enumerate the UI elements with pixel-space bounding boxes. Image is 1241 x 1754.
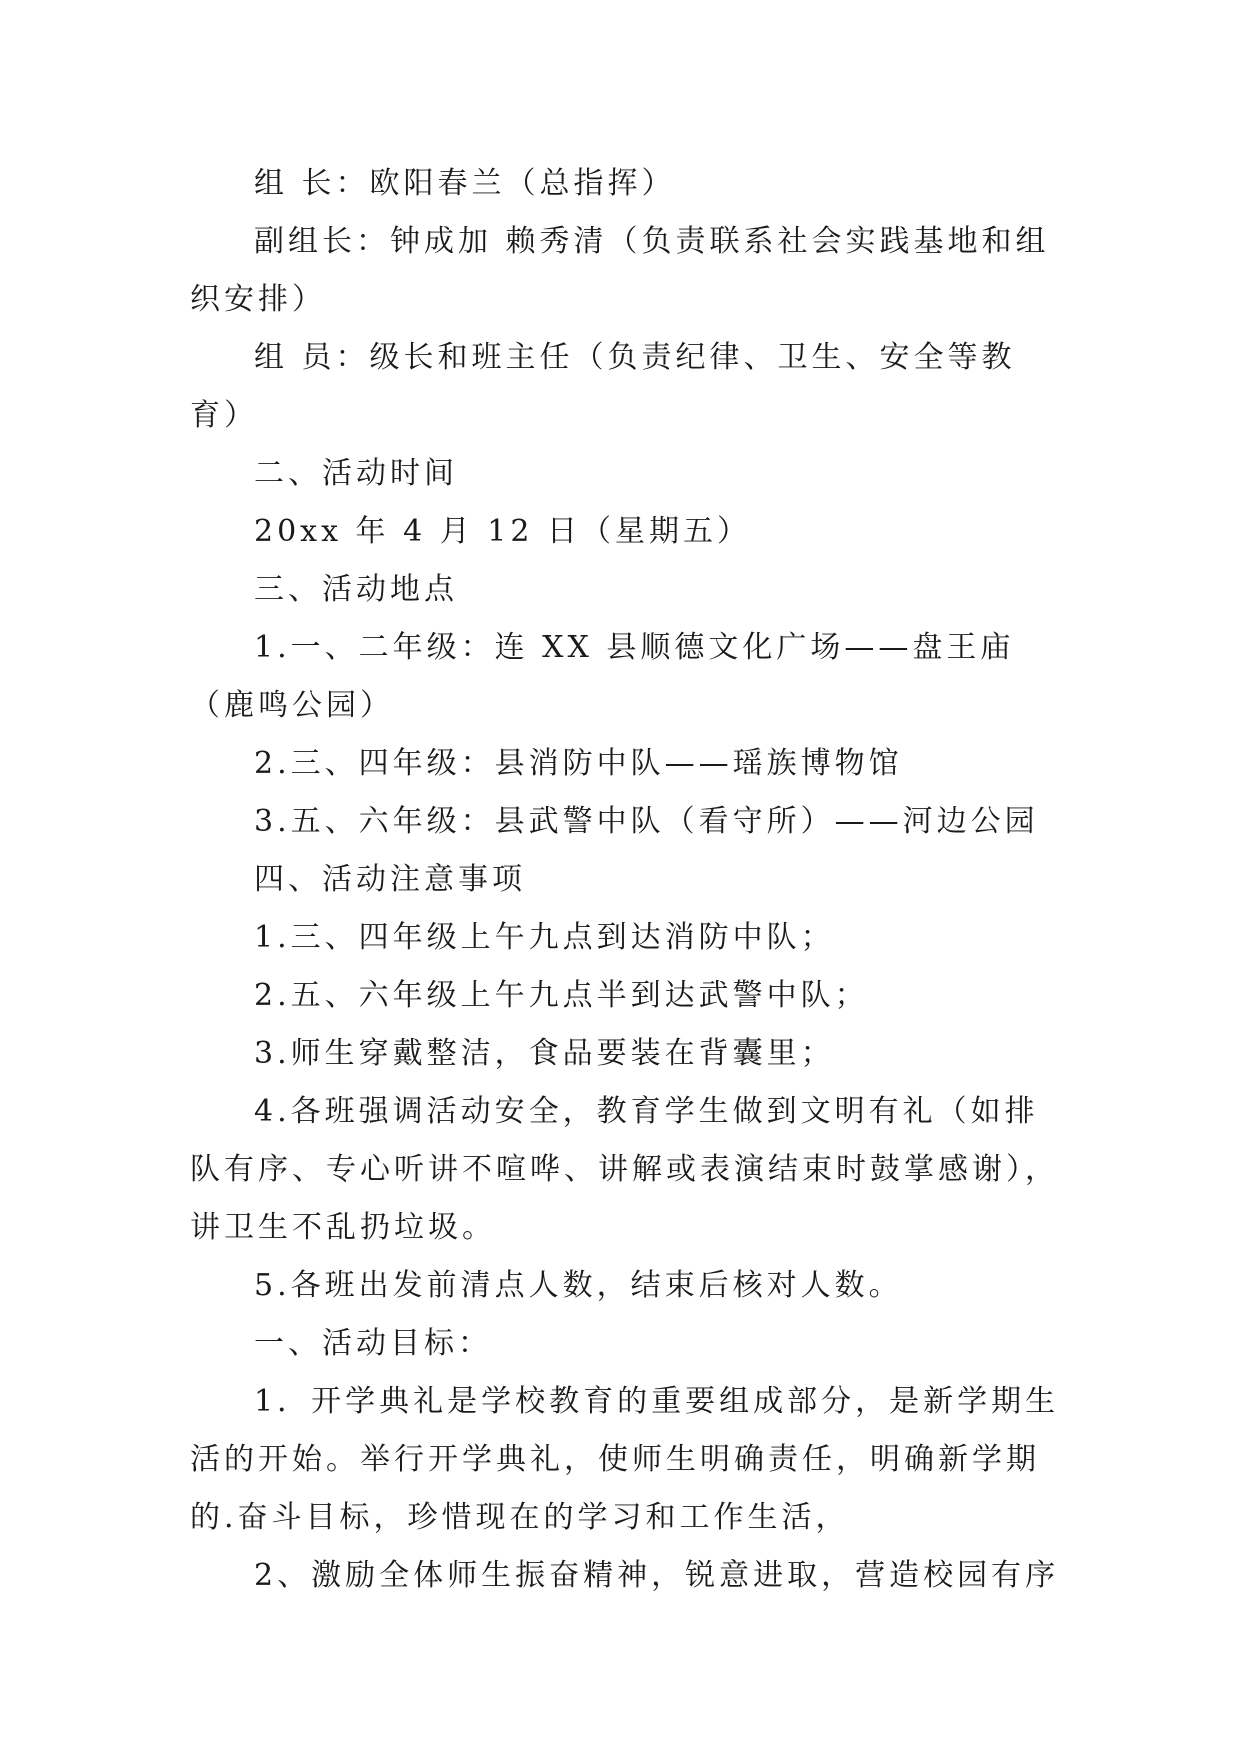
- list-item-location-2: 2.三、四年级：县消防中队——瑶族博物馆: [254, 746, 903, 781]
- list-item-location-1: 1.一、二年级：连 XX 县顺德文化广场——盘王庙（鹿鸣公园）: [190, 630, 1015, 723]
- paragraph-activity-date: 20xx 年 4 月 12 日（星期五）: [254, 514, 751, 549]
- list-item-note-4: 4.各班强调活动安全，教育学生做到文明有礼（如排队有序、专心听讲不喧哗、讲解或表演结束时鼓掌感谢），讲卫生不乱扔垃圾。: [190, 1094, 1059, 1245]
- list-item-note-5: 5.各班出发前清点人数，结束后核对人数。: [254, 1268, 903, 1303]
- list-item-note-2: 2.五、六年级上午九点半到达武警中队；: [254, 978, 869, 1013]
- section-heading-activity-location: 三、活动地点: [254, 572, 458, 607]
- list-item-goal-2: 2、激励全体师生振奋精神，锐意进取，营造校园有序: [254, 1558, 1060, 1593]
- section-heading-notes: 四、活动注意事项: [254, 862, 526, 897]
- list-item-goal-1: 1．开学典礼是学校教育的重要组成部分，是新学期生活的开始。举行开学典礼，使师生明确责任，明确新学期的.奋斗目标，珍惜现在的学习和工作生活，: [190, 1384, 1060, 1535]
- list-item-note-1: 1.三、四年级上午九点到达消防中队；: [254, 920, 835, 955]
- paragraph-group-leader: 组 长：欧阳春兰（总指挥）: [254, 166, 676, 201]
- list-item-location-3: 3.五、六年级：县武警中队（看守所）——河边公园: [254, 804, 1039, 839]
- paragraph-deputy-leader: 副组长：钟成加 赖秀清（负责联系社会实践基地和组织安排）: [190, 224, 1050, 317]
- paragraph-group-members: 组 员：级长和班主任（负责纪律、卫生、安全等教育）: [190, 340, 1016, 433]
- section-heading-activity-time: 二、活动时间: [254, 456, 458, 491]
- section-heading-activity-goals: 一、活动目标：: [254, 1326, 492, 1361]
- document-body: [190, 155, 1060, 1605]
- list-item-note-3: 3.师生穿戴整洁，食品要装在背囊里；: [254, 1036, 835, 1071]
